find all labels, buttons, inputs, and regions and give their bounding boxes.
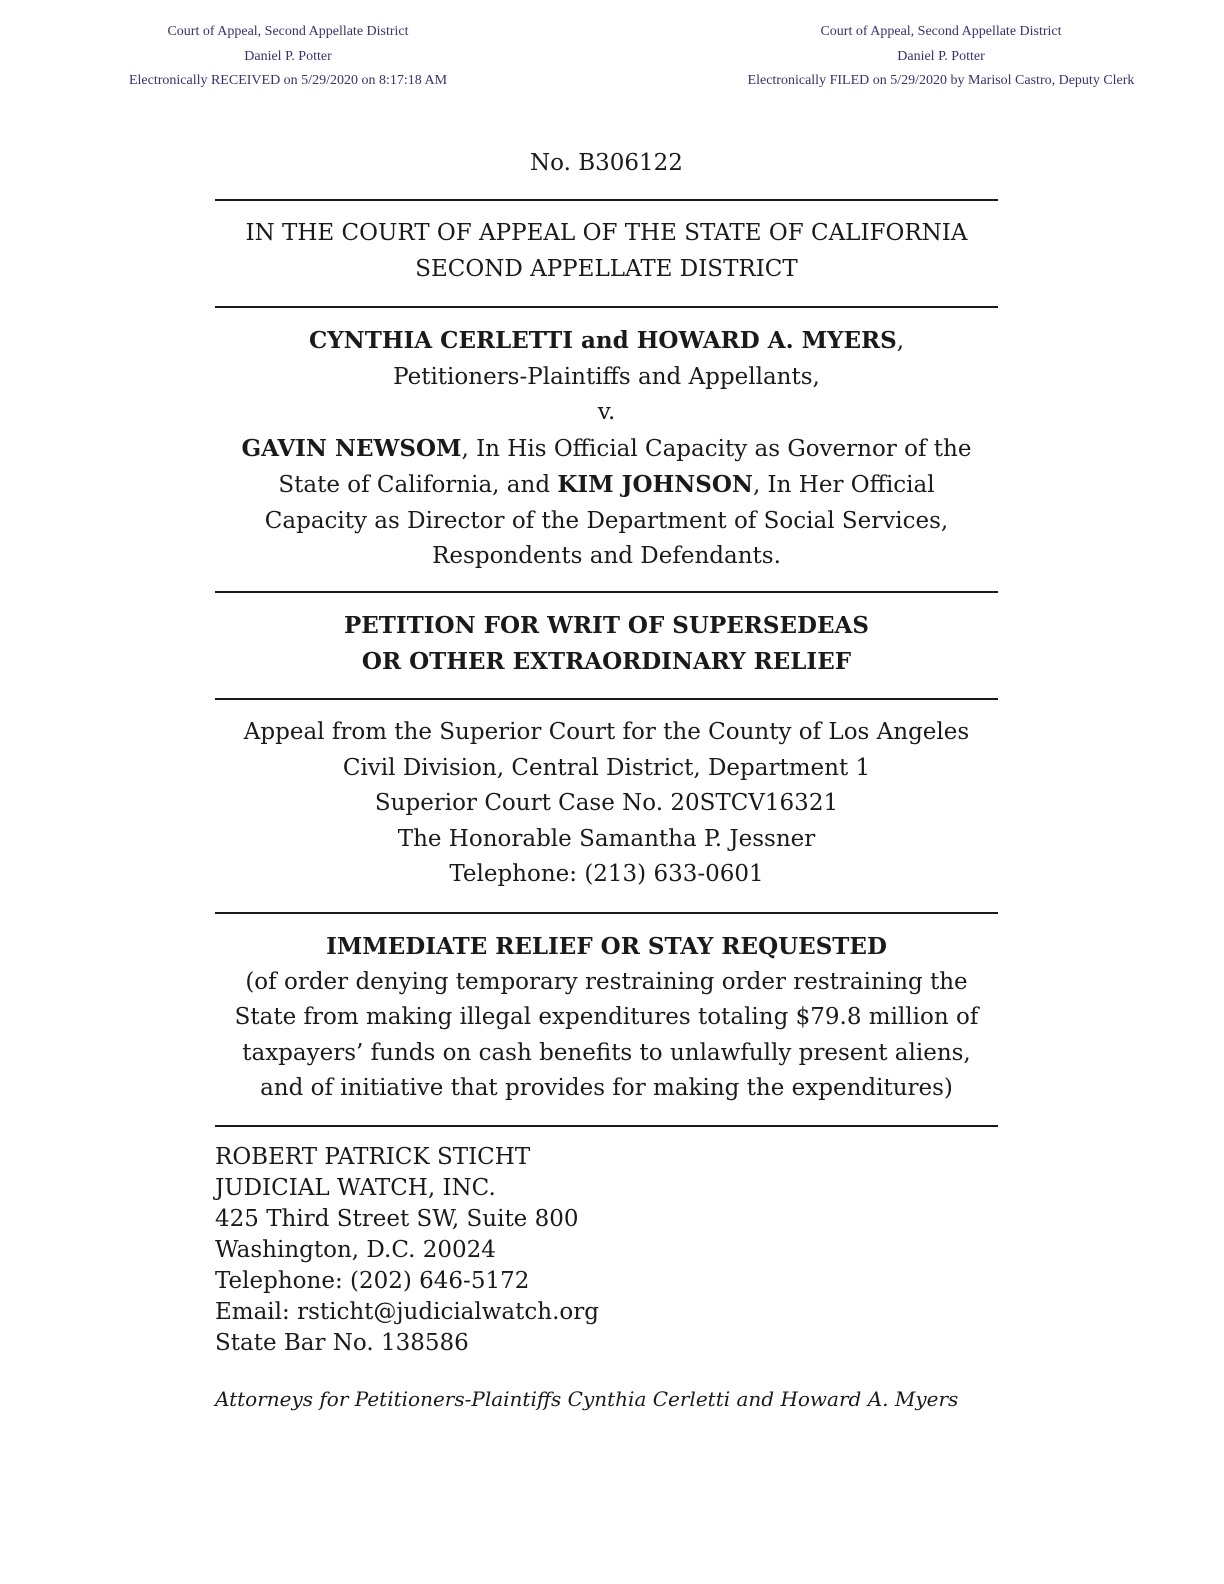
- received-stamp-date: Electronically RECEIVED on 5/29/2020 on 8:17:18 AM: [128, 73, 448, 88]
- appeal-info: [215, 715, 998, 893]
- court-district: SECOND APPELLATE DISTRICT: [415, 255, 798, 282]
- divider-6: [215, 1125, 998, 1127]
- filed-stamp-court: Court of Appeal, Second Appellate District: [820, 24, 1062, 39]
- versus: v.: [597, 399, 616, 425]
- respondent-2-prefix: State of California, and: [278, 472, 558, 498]
- appeal-judge: The Honorable Samantha P. Jessner: [397, 825, 816, 852]
- relief-line-2: State from making illegal expenditures totaling $79.8 million of: [234, 1004, 979, 1030]
- divider-1: [215, 199, 998, 201]
- divider-5: [215, 912, 998, 914]
- petition-title: [215, 608, 998, 679]
- relief-line-1: (of order denying temporary restraining order restraining the: [245, 968, 968, 995]
- received-stamp-clerk: Daniel P. Potter: [244, 48, 332, 64]
- appeal-court: Appeal from the Superior Court for the County of Los Angeles: [243, 719, 970, 745]
- petition-title-line-2: OR OTHER EXTRAORDINARY RELIEF: [361, 647, 852, 675]
- divider-3: [215, 591, 998, 593]
- petition-title-line-1: PETITION FOR WRIT OF SUPERSEDEAS: [343, 612, 869, 639]
- appeal-telephone: Telephone: (213) 633-0601: [449, 861, 764, 887]
- counsel-phone: Telephone: (202) 646-5172: [215, 1268, 530, 1294]
- petitioners-names: CYNTHIA CERLETTI and HOWARD A. MYERS: [308, 327, 897, 354]
- divider-2: [215, 306, 998, 308]
- court-caption: [215, 216, 998, 287]
- counsel-street: 425 Third Street SW, Suite 800: [215, 1206, 579, 1232]
- respondent-1-capacity: , In His Official Capacity as Governor of the: [461, 435, 972, 462]
- counsel-city: Washington, D.C. 20024: [215, 1237, 496, 1263]
- appeal-case-number: Superior Court Case No. 20STCV16321: [374, 790, 839, 816]
- attorneys-for: Attorneys for Petitioners-Plaintiffs Cynthia Cerletti and Howard A. Myers: [215, 1387, 959, 1411]
- relief-line-3: taxpayers’ funds on cash benefits to unlawfully present aliens,: [242, 1039, 971, 1066]
- respondent-2-capacity-cont: Capacity as Director of the Department of Social Services,: [264, 507, 949, 534]
- relief-requested: [215, 929, 998, 1107]
- petitioners-role: Petitioners-Plaintiffs and Appellants,: [393, 363, 820, 390]
- appeal-division: Civil Division, Central District, Department 1: [342, 754, 871, 781]
- counsel-email: Email: rsticht@judicialwatch.org: [215, 1299, 599, 1325]
- counsel-firm: JUDICIAL WATCH, INC.: [215, 1175, 496, 1201]
- respondent-2-line: [215, 467, 998, 504]
- respondent-1-line: [215, 431, 998, 468]
- filed-stamp: [712, 20, 1170, 94]
- counsel-block: [215, 1142, 998, 1359]
- petitioners-comma: ,: [896, 328, 905, 354]
- case-number: No. B306122: [530, 150, 683, 176]
- divider-4: [215, 698, 998, 700]
- filed-stamp-date: Electronically FILED on 5/29/2020 by Marisol Castro, Deputy Clerk: [747, 73, 1135, 88]
- respondents-role: Respondents and Defendants.: [432, 543, 781, 569]
- respondent-2-name: KIM JOHNSON: [557, 471, 753, 498]
- received-stamp: [100, 20, 476, 94]
- petitioners-line: [215, 323, 998, 360]
- relief-line-4: and of initiative that provides for making the expenditures): [260, 1075, 953, 1101]
- case-number-block: [215, 146, 998, 182]
- court-name: IN THE COURT OF APPEAL OF THE STATE OF CALIFORNIA: [245, 220, 968, 246]
- respondent-1-name: GAVIN NEWSOM: [241, 434, 462, 462]
- received-stamp-court: Court of Appeal, Second Appellate District: [167, 24, 409, 39]
- filed-stamp-clerk: Daniel P. Potter: [897, 48, 985, 64]
- relief-heading: IMMEDIATE RELIEF OR STAY REQUESTED: [326, 933, 887, 960]
- counsel-name: ROBERT PATRICK STICHT: [215, 1144, 531, 1170]
- parties-caption: [215, 323, 998, 575]
- counsel-bar-number: State Bar No. 138586: [215, 1330, 469, 1356]
- respondent-2-capacity: , In Her Official: [752, 472, 935, 498]
